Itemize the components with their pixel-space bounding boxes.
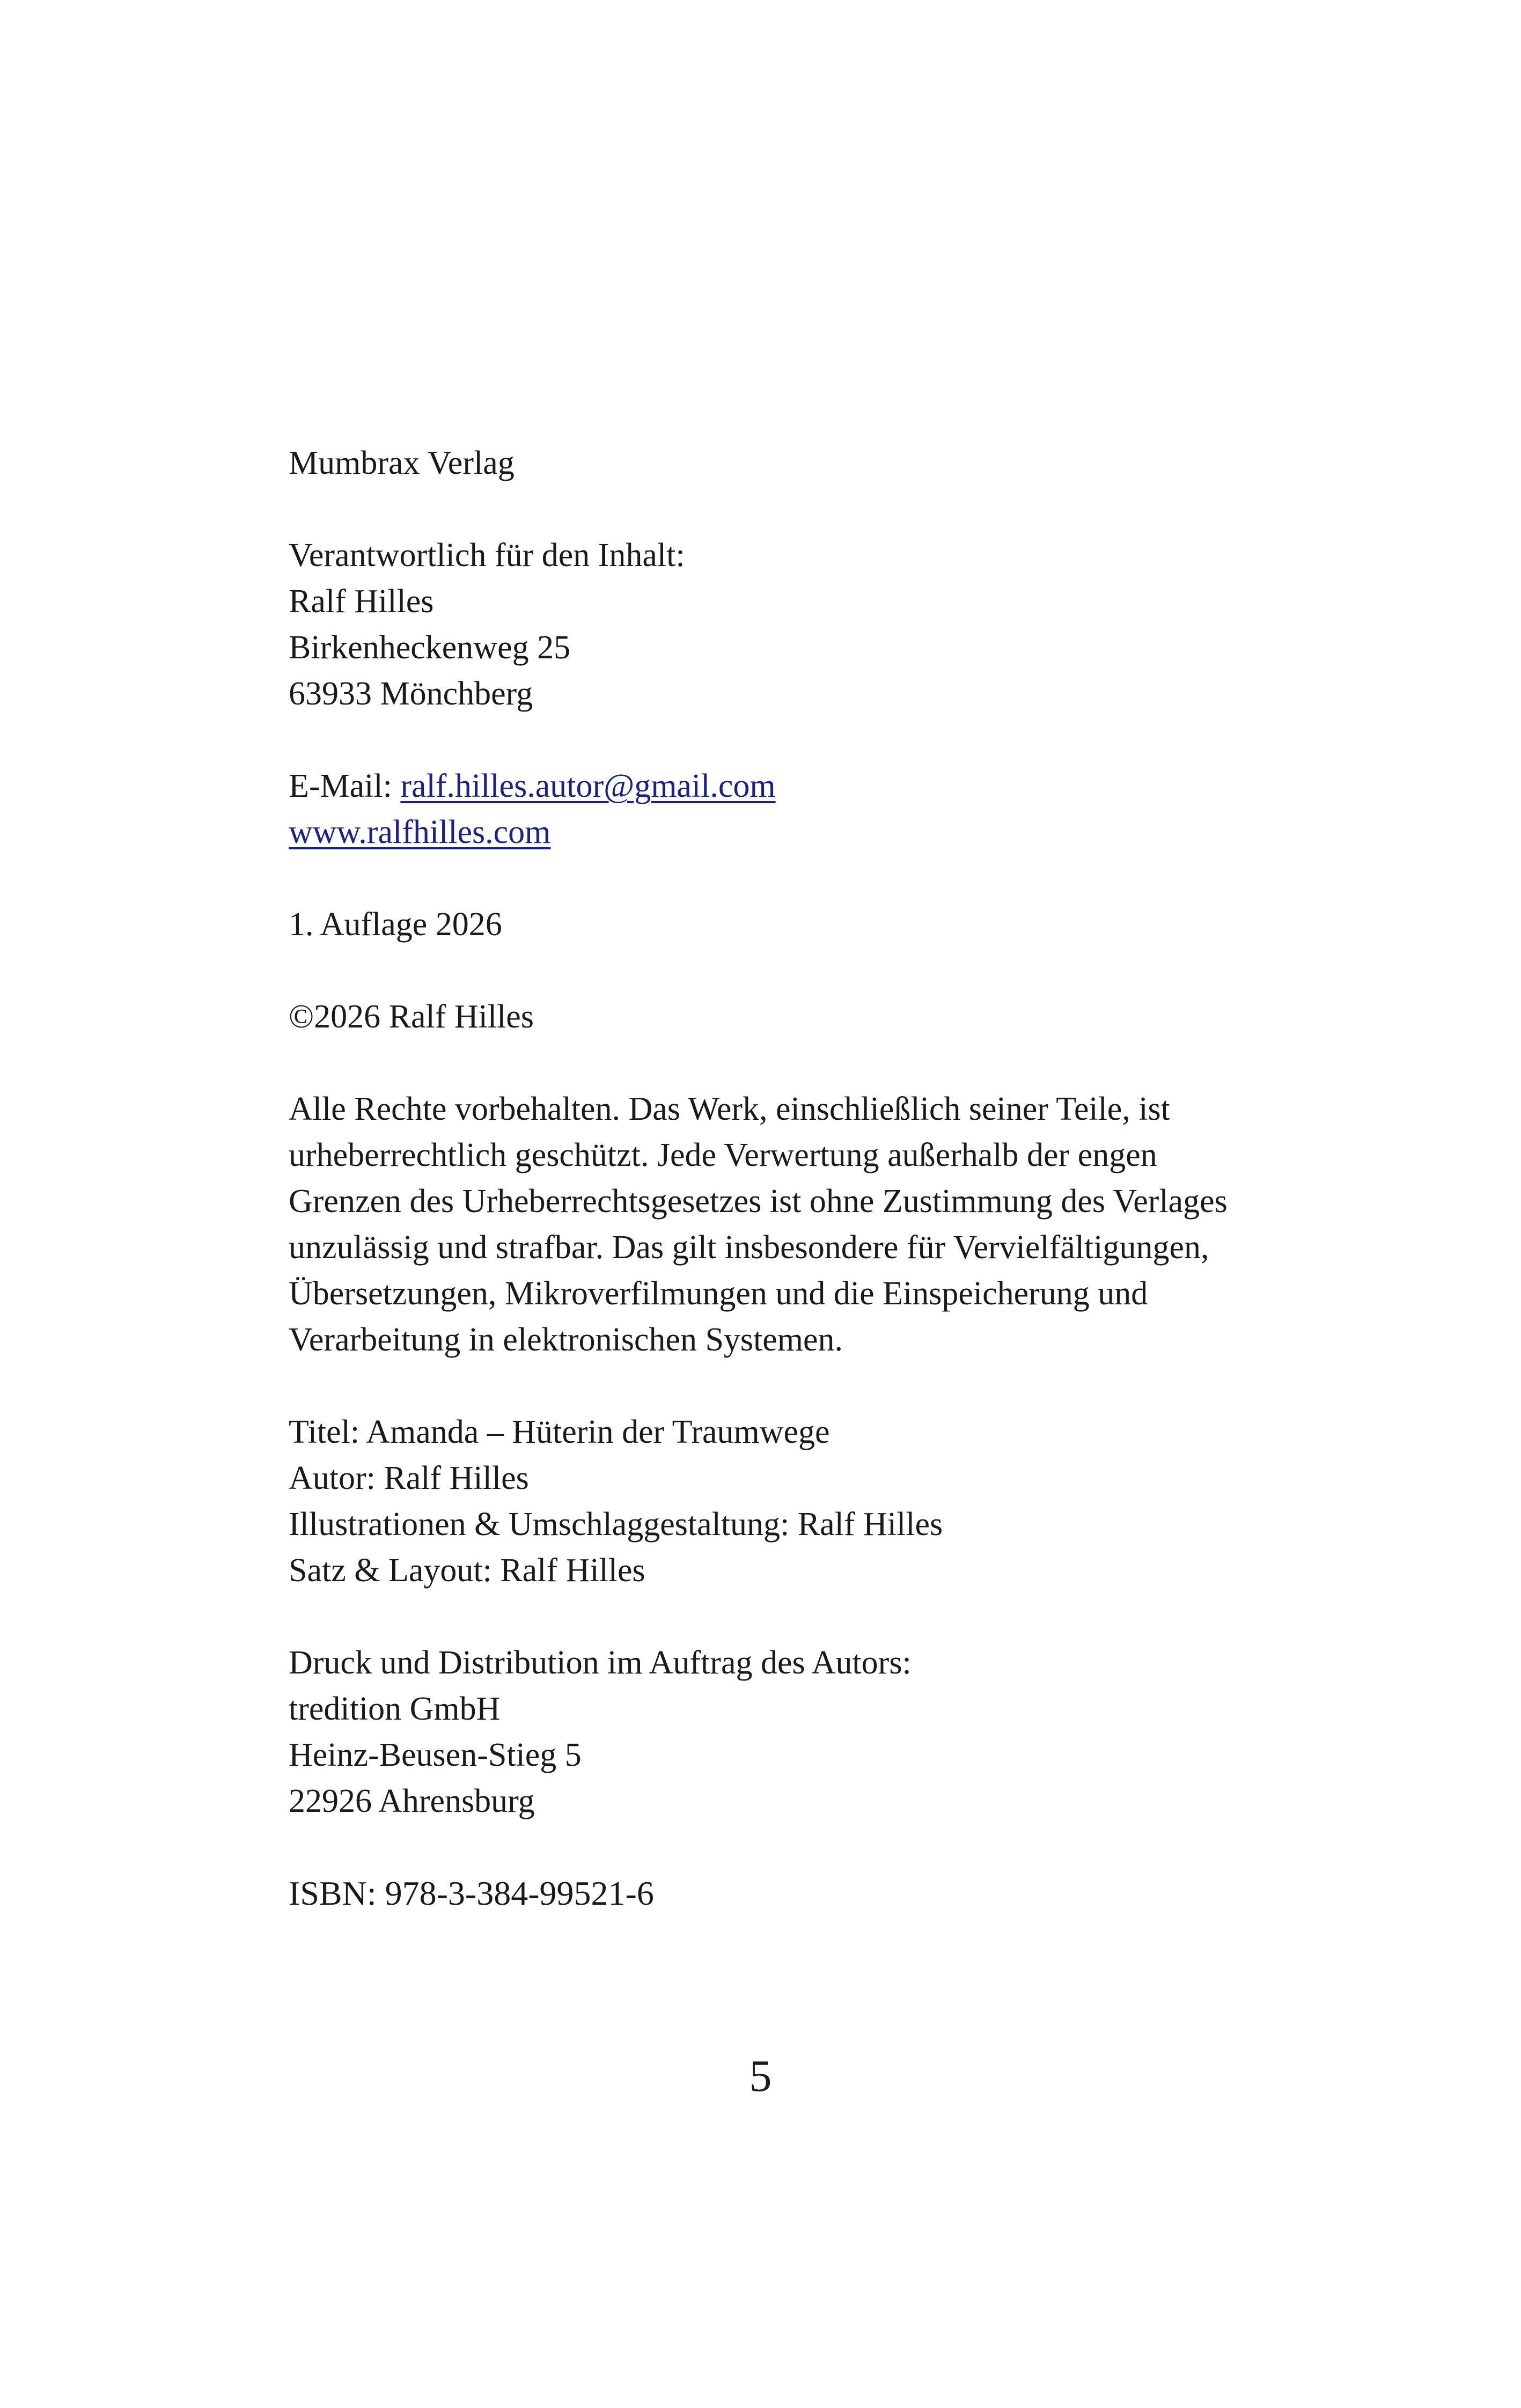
credits-title: Titel: Amanda – Hüterin der Traumwege	[289, 1414, 830, 1450]
publisher-name: Mumbrax Verlag	[289, 445, 515, 481]
responsible-street: Birkenheckenweg 25	[289, 629, 571, 666]
responsible-city: 63933 Mönchberg	[289, 676, 533, 712]
credits-illustrations: Illustrationen & Umschlaggestaltung: Ralf Hilles	[289, 1506, 943, 1543]
isbn-text: ISBN: 978-3-384-99521-6	[289, 1874, 654, 1912]
page-number: 5	[749, 2051, 772, 2101]
imprint-content	[289, 440, 1308, 1963]
isbn-block	[289, 1870, 1308, 1917]
printer-name: tredition GmbH	[289, 1691, 501, 1727]
rights-paragraph: Alle Rechte vorbehalten. Das Werk, einschließlich seiner Teile, ist urheberrechtlich geschützt. Jede Verwertung außerhalb der engen Grenzen des Urheberrechtsgesetzes ist ohne Zustimmung des Verlages unzulässig und strafbar. Das gilt insbesondere für Vervielfältigungen, Übersetzungen, Mikroverfilmungen und die Einspeicherung und Verarbeitung in elektronischen Systemen.	[289, 1091, 1228, 1358]
responsible-name: Ralf Hilles	[289, 583, 434, 620]
responsible-block	[289, 532, 1308, 717]
email-line	[289, 763, 1308, 809]
printer-heading: Druck und Distribution im Auftrag des Autors:	[289, 1645, 912, 1681]
edition-text: 1. Auflage 2026	[289, 906, 502, 943]
email-link[interactable]: ralf.hilles.autor@gmail.com	[400, 768, 776, 804]
copyright-text: ©2026 Ralf Hilles	[289, 999, 534, 1035]
publisher-block	[289, 440, 1308, 486]
printer-street: Heinz-Beusen-Stieg 5	[289, 1737, 582, 1773]
credits-block	[289, 1409, 1308, 1594]
credits-layout: Satz & Layout: Ralf Hilles	[289, 1552, 645, 1589]
website-link[interactable]: www.ralfhilles.com	[289, 814, 551, 850]
printer-block	[289, 1640, 1308, 1824]
credits-author: Autor: Ralf Hilles	[289, 1460, 529, 1496]
contact-block	[289, 763, 1308, 855]
printer-city: 22926 Ahrensburg	[289, 1783, 535, 1819]
website-line	[289, 809, 1308, 855]
copyright-block	[289, 994, 1308, 1040]
email-label: E-Mail:	[289, 768, 401, 804]
responsible-heading: Verantwortlich für den Inhalt:	[289, 537, 685, 574]
edition-block	[289, 901, 1308, 948]
